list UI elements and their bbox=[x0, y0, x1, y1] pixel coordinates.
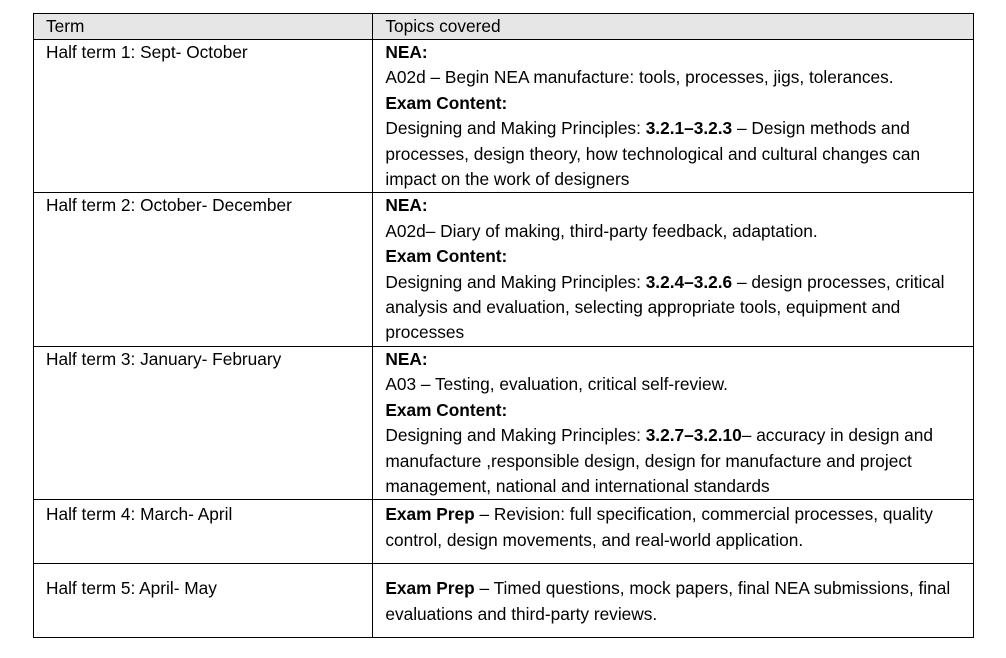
nea-text: A03 – Testing, evaluation, critical self-review. bbox=[385, 374, 728, 395]
table-header bbox=[34, 14, 974, 40]
curriculum-table bbox=[33, 13, 974, 638]
nea-label: NEA: bbox=[385, 42, 428, 62]
exam-prep-label: Exam Prep bbox=[385, 504, 475, 525]
term-cell: Half term 2: October- December bbox=[34, 193, 373, 346]
exam-content-text bbox=[385, 423, 965, 499]
table-row bbox=[34, 346, 974, 499]
header-term: Term bbox=[34, 14, 373, 40]
nea-label: NEA: bbox=[385, 195, 428, 216]
exam-content-label: Exam Content: bbox=[385, 92, 508, 113]
spec-code: 3.2.1–3.2.3 bbox=[645, 118, 733, 139]
topics-cell bbox=[373, 193, 974, 346]
exam-prep-label: Exam Prep bbox=[385, 578, 475, 599]
exam-prefix: Designing and Making Principles: bbox=[385, 118, 646, 139]
header-topics: Topics covered bbox=[373, 14, 974, 40]
topics-cell bbox=[373, 500, 974, 564]
exam-prep-text: – Timed questions, mock papers, final NEA submissions, final evaluations and third-party reviews. bbox=[385, 578, 951, 624]
topics-cell bbox=[373, 346, 974, 499]
exam-content-label: Exam Content: bbox=[385, 399, 508, 420]
spec-code: 3.2.7–3.2.10 bbox=[645, 425, 742, 446]
header-row bbox=[34, 14, 974, 40]
nea-label: NEA: bbox=[385, 348, 428, 369]
topics-cell bbox=[373, 40, 974, 193]
exam-content-text bbox=[385, 116, 965, 192]
term-cell: Half term 1: Sept- October bbox=[34, 40, 373, 193]
exam-description: – accuracy in design and manufacture ,responsible design, design for manufacture and project management, national and international standards bbox=[385, 425, 933, 496]
exam-content-text bbox=[385, 270, 965, 346]
exam-content-label: Exam Content: bbox=[385, 246, 508, 267]
exam-description: – Design methods and processes, design theory, how technological and cultural changes can impact on the work of designers bbox=[385, 118, 921, 190]
table-row bbox=[34, 193, 974, 346]
table-row bbox=[34, 564, 974, 638]
table-row bbox=[34, 40, 974, 193]
term-cell: Half term 5: April- May bbox=[34, 564, 373, 638]
topics-cell bbox=[373, 564, 974, 638]
exam-prefix: Designing and Making Principles: bbox=[385, 271, 646, 292]
exam-prefix: Designing and Making Principles: bbox=[385, 425, 646, 446]
nea-text: A02d– Diary of making, third-party feedback, adaptation. bbox=[385, 220, 818, 241]
spec-code: 3.2.4–3.2.6 bbox=[645, 271, 733, 292]
exam-prep-text: – Revision: full specification, commercial processes, quality control, design movements, and real-world application. bbox=[385, 504, 933, 550]
nea-text: A02d – Begin NEA manufacture: tools, processes, jigs, tolerances. bbox=[385, 67, 894, 88]
term-cell: Half term 4: March- April bbox=[34, 500, 373, 564]
table-row bbox=[34, 500, 974, 564]
term-cell: Half term 3: January- February bbox=[34, 346, 373, 499]
exam-description: – design processes, critical analysis and evaluation, selecting appropriate tools, equipment and processes bbox=[385, 271, 945, 343]
